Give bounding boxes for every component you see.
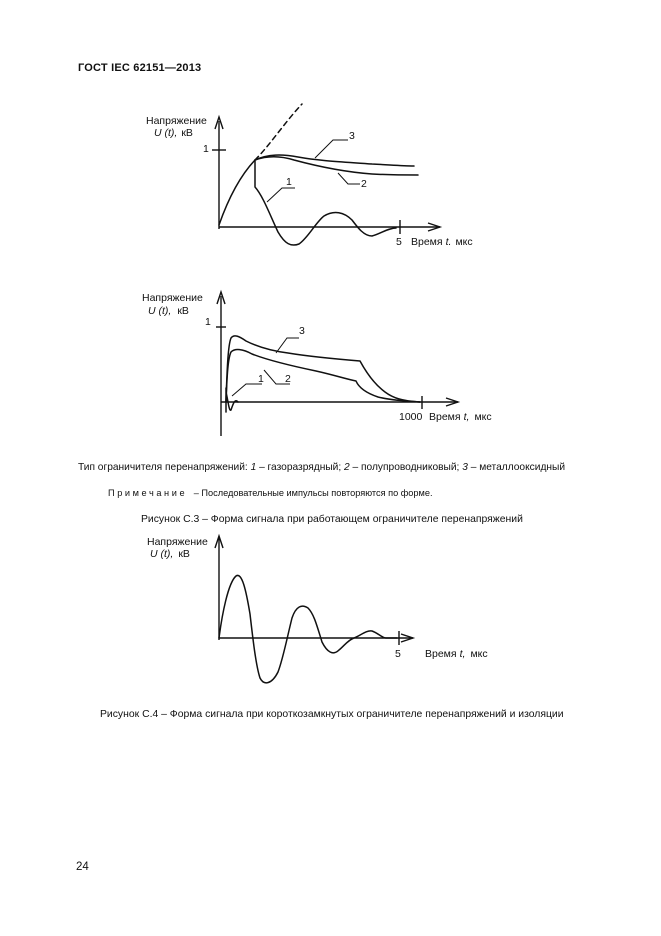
- x-tick-label: 5: [395, 648, 401, 660]
- curve-2-label: 2: [361, 178, 367, 190]
- x-axis-label: [425, 648, 488, 660]
- y-tick-label: 1: [205, 316, 211, 328]
- x-axis-label-prefix: Время: [411, 236, 443, 248]
- y-tick-label: 1: [203, 143, 209, 155]
- x-axis-variable: t.: [445, 236, 452, 248]
- y-axis-unit: кВ: [177, 305, 189, 317]
- legend-prefix: Тип ограничителя перенапряжений:: [78, 462, 251, 473]
- legend-number-3: 3: [462, 462, 468, 473]
- y-axis-unit: кВ: [178, 548, 190, 560]
- legend-text-1: – газоразрядный;: [256, 462, 345, 473]
- x-axis-variable: t,: [459, 648, 466, 660]
- curve-3-label: 3: [349, 130, 355, 142]
- y-axis-label-line2: [150, 548, 190, 560]
- y-axis-label-line1: Напряжение: [147, 536, 208, 548]
- figure-c3-caption: Рисунок С.3 – Форма сигнала при работающем ограничителе перенапряжений: [141, 514, 523, 525]
- document-header: ГОСТ IEC 62151—2013: [78, 62, 202, 74]
- figure-c4-caption: Рисунок С.4 – Форма сигнала при короткозамкнутых ограничителе перенапряжений и изоляции: [100, 709, 564, 720]
- x-axis-unit: мкс: [470, 648, 488, 660]
- x-axis-unit: мкс: [455, 236, 473, 248]
- x-axis-label-prefix: Время: [425, 648, 457, 660]
- curve-3-label: 3: [299, 325, 305, 337]
- legend-number-1: 1: [250, 462, 257, 473]
- curve-1-label: 1: [258, 373, 264, 385]
- y-axis-variable: U (t),: [148, 305, 172, 317]
- y-axis-label-line1: Напряжение: [142, 292, 203, 304]
- x-axis-variable: t,: [463, 411, 470, 423]
- legend-number-2: 2: [344, 462, 350, 473]
- x-axis-label-prefix: Время: [429, 411, 461, 423]
- page-number: 24: [76, 861, 89, 873]
- curve-2-label: 2: [285, 373, 291, 385]
- curve-1-label: 1: [286, 176, 292, 188]
- x-tick-label: 5: [396, 236, 402, 248]
- y-axis-label-line1: Напряжение: [146, 115, 207, 127]
- y-axis-unit: кВ: [181, 127, 193, 139]
- legend-text-3: – металлооксидный: [467, 462, 566, 473]
- y-axis-variable: U (t),: [150, 548, 174, 560]
- y-axis-variable: U (t),: [154, 127, 178, 139]
- short-circuit-damped-oscillation: [219, 575, 397, 682]
- note-label: Примечание: [108, 488, 188, 498]
- legend-text-2: – полупроводниковый;: [349, 462, 463, 473]
- note-text: – Последовательные импульсы повторяются по форме.: [191, 488, 433, 498]
- x-axis-unit: мкс: [474, 411, 492, 423]
- x-tick-label: 1000: [399, 411, 423, 423]
